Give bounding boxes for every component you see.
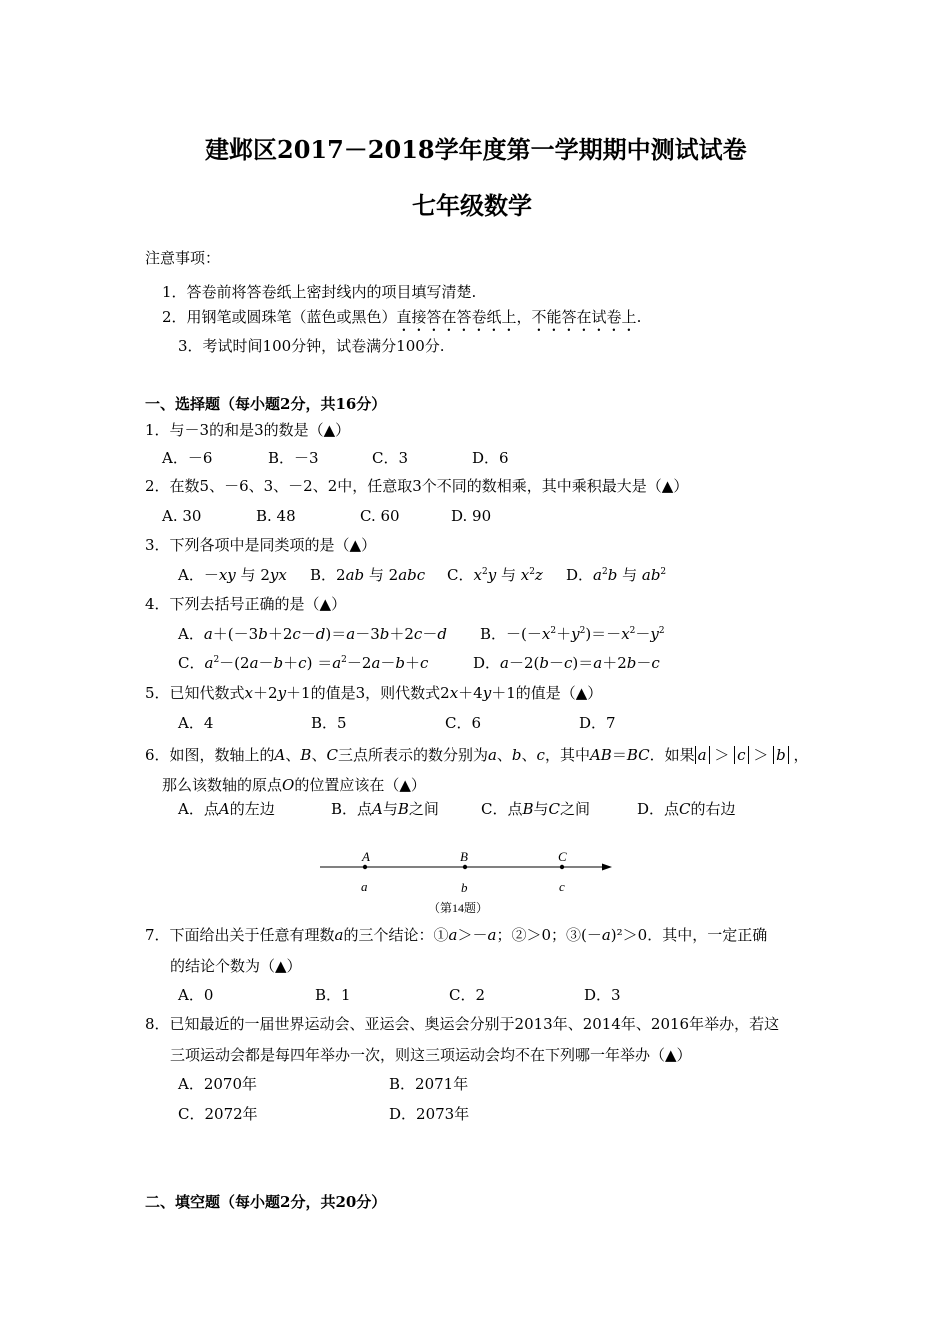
page-title: 建邺区2017－2018学年度第一学期期中测试试卷: [205, 135, 747, 164]
point-b-dot: [463, 865, 467, 869]
q6-stem-a: 6．如图，数轴上的: [145, 746, 275, 764]
q7-option-d: D．3: [584, 986, 621, 1004]
q6-line2: 那么该数轴的原点O的位置应该在（▲）: [162, 776, 426, 794]
q2-option-d: D. 90: [451, 507, 492, 525]
point-a-label: A: [362, 849, 370, 864]
q4-option-a: A．a＋(－3b＋2c－d)＝a－3b＋2c－d: [178, 625, 447, 643]
point-c-value: c: [559, 879, 565, 894]
q8-line2: 三项运动会都是每四年举办一次，则这三项运动会均不在下列哪一年举办（▲）: [170, 1046, 692, 1064]
q1-option-c: C．3: [372, 449, 409, 467]
q6-line2-b: 的位置应该在（▲）: [294, 776, 426, 794]
note-item-2-prefix: 2．用钢笔或圆珠笔（蓝色或黑色）: [162, 308, 397, 326]
note-item-1: 1．答卷前将答卷纸上密封线内的项目填写清楚.: [162, 283, 477, 301]
q1-option-b: B．－3: [268, 449, 319, 467]
q5-option-c: C．6: [445, 714, 482, 732]
section2-heading: 二、填空题（每小题2分，共20分）: [145, 1193, 387, 1211]
q5-stem-a: 5．已知代数式: [145, 684, 245, 702]
q6-stem-d: ．如果: [649, 746, 695, 764]
q6-option-b: B．点A与B之间: [331, 800, 439, 818]
q1-stem: 1．与－3的和是3的数是（▲）: [145, 421, 351, 439]
q2-option-c: C. 60: [360, 507, 400, 525]
q4-option-c: C．$a^2-(2a-b+c) =a^2-2a-b+c$: [178, 654, 429, 672]
q7-option-c: C．2: [449, 986, 486, 1004]
q3-option-d: D．$a^2b$ 与 $ab^2$: [566, 566, 667, 584]
point-c-dot: [560, 865, 564, 869]
q6-stem-c: ，其中: [544, 746, 590, 764]
q8-option-b: B．2071年: [389, 1075, 469, 1093]
q6-option-c: C．点B与C之间: [481, 800, 591, 818]
q3-option-b: B．2ab 与 2abc: [310, 566, 426, 584]
q8-option-d: D．2073年: [389, 1105, 470, 1123]
note-item-2-suffix: .: [636, 308, 642, 326]
point-b-value: b: [461, 880, 468, 895]
point-a-value: a: [361, 879, 368, 894]
q4-stem: 4．下列去括号正确的是（▲）: [145, 595, 347, 613]
q3-stem: 3．下列各项中是同类项的是（▲）: [145, 536, 377, 554]
q6-line2-a: 那么该数轴的原点: [162, 776, 283, 794]
q5-option-b: B．5: [311, 714, 347, 732]
q8-option-c: C．2072年: [178, 1105, 258, 1123]
q2-option-a: A. 30: [162, 507, 202, 525]
q7-line2: 的结论个数为（▲）: [170, 957, 302, 975]
q6-option-d: D．点C的右边: [637, 800, 736, 818]
note-item-3: 3．考试时间100分钟，试卷满分100分.: [178, 337, 445, 355]
page-subtitle: 七年级数学: [412, 191, 532, 220]
notes-heading: 注意事项：: [145, 249, 221, 267]
q2-option-b: B. 48: [256, 507, 296, 525]
q5-option-a: A．4: [178, 714, 214, 732]
q6-option-a: A．点A的左边: [178, 800, 275, 818]
section1-heading: 一、选择题（每小题2分，共16分）: [145, 395, 387, 413]
q2-stem: 2．在数5、－6、3、－2、2中，任意取3个不同的数相乘，其中乘积最大是（▲）: [145, 477, 689, 495]
q1-option-d: D．6: [472, 449, 509, 467]
q1-option-a: A．－6: [162, 449, 213, 467]
q8-line1: 8．已知最近的一届世界运动会、亚运会、奥运会分别于2013年、2014年、2016年举办，若这: [145, 1015, 780, 1033]
q7-option-b: B．1: [315, 986, 351, 1004]
number-line-figure: [310, 845, 630, 920]
point-a-dot: [363, 865, 367, 869]
q5-stem: 5．已知代数式x＋2y＋1的值是3，则代数式2x＋4y＋1的值是（▲）: [145, 684, 603, 702]
q3-option-a: A．－xy 与 2yx: [178, 566, 287, 584]
q5-stem-c: 的值是（▲）: [515, 684, 603, 702]
q5-option-d: D．7: [579, 714, 616, 732]
q6-stem-b: 三点所表示的数分别为: [337, 746, 488, 764]
q7-option-a: A．0: [178, 986, 214, 1004]
q6-stem: 6．如图，数轴上的A、B、C三点所表示的数分别为a、b、c，其中AB＝BC．如果 a ＞ c ＞ b ，: [145, 746, 809, 764]
q4-option-d: D．a－2(b－c)＝a＋2b－c: [473, 654, 660, 672]
q5-stem-b: 的值是3，则代数式: [310, 684, 441, 702]
q4-option-b: B．$-(-x^2+y^2)=-x^2-y^2$: [480, 625, 665, 643]
point-b-label: B: [460, 849, 468, 864]
q8-option-a: A．2070年: [178, 1075, 258, 1093]
point-c-label: C: [558, 849, 567, 864]
q7-stem: 7．下面给出关于任意有理数a的三个结论：①a＞－a；②＞0；③(－a)²＞0．其中，一定正确: [145, 926, 768, 944]
note-item-2: [162, 308, 641, 335]
figure-caption: （第14题）: [428, 901, 489, 915]
number-line-arrow-icon: [602, 864, 612, 871]
note-item-2-emphasis: 直接答在答卷纸上，不能答在试卷上: [396, 308, 637, 326]
q3-option-c: C．$x^2y$ 与 $x^2z$: [447, 566, 543, 584]
